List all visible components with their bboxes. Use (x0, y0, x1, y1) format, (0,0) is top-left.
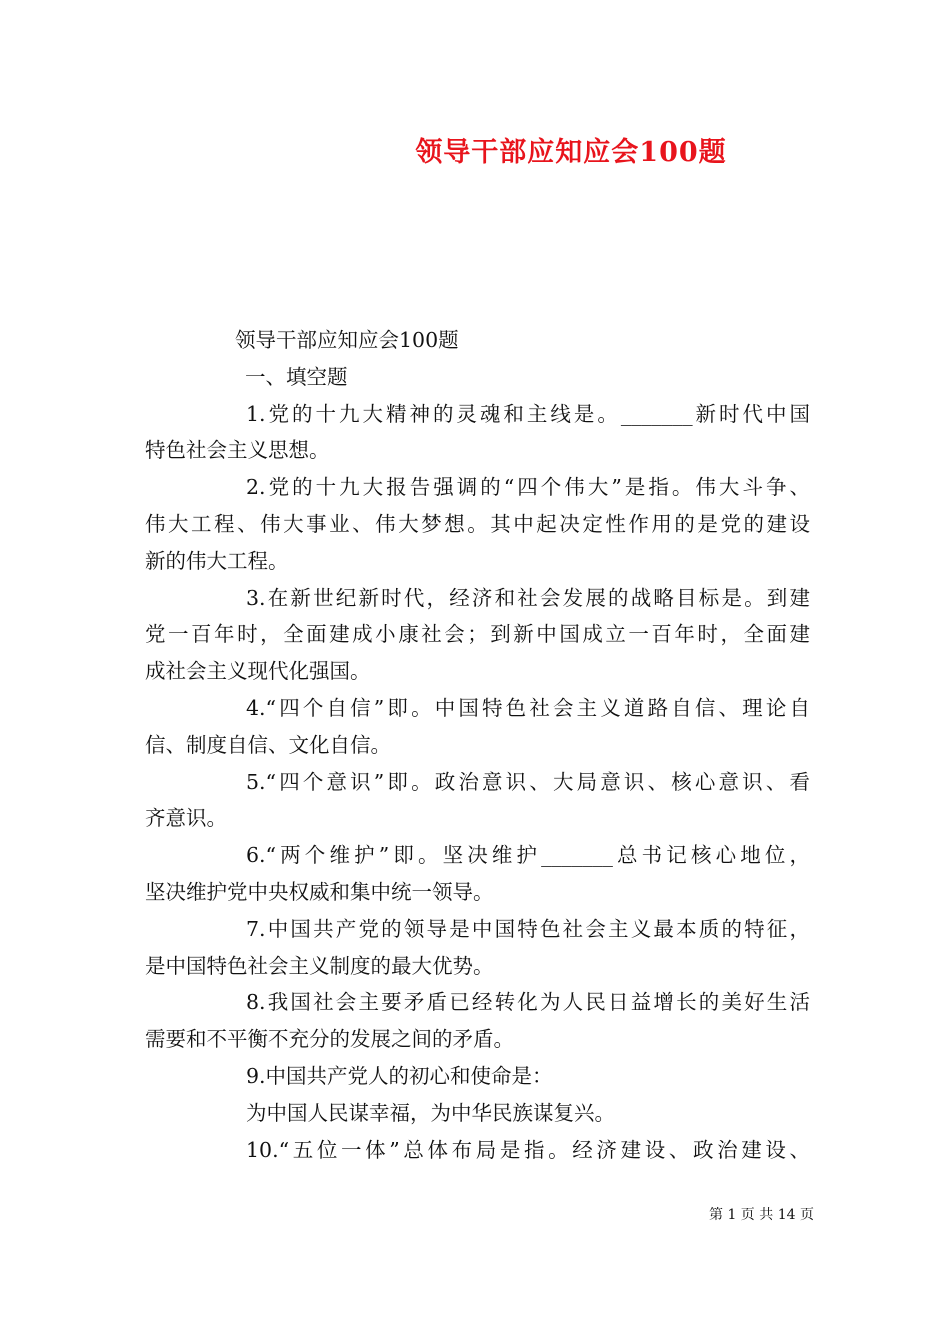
document-title: 领导干部应知应会100题 (415, 137, 727, 168)
paragraph-line: 3.在新世纪新时代，经济和社会发展的战略目标是。到建 (246, 585, 810, 610)
paragraph-line: 齐意识。 (145, 806, 227, 831)
paragraph-line: 党一百年时，全面建成小康社会；到新中国成立一百年时，全面建 (145, 622, 810, 647)
paragraph-line: 特色社会主义思想。 (145, 438, 330, 463)
paragraph-line: 坚决维护党中央权威和集中统一领导。 (145, 879, 494, 904)
paragraph-line: 4.“四个自信”即。中国特色社会主义道路自信、理论自 (246, 695, 810, 720)
page-footer: 第 1 页 共 14 页 (709, 1207, 814, 1223)
paragraph-line: 是中国特色社会主义制度的最大优势。 (145, 953, 494, 978)
paragraph-line: 2.党的十九大报告强调的“四个伟大”是指。伟大斗争、 (246, 475, 810, 500)
paragraph-line: 为中国人民谋幸福，为中华民族谋复兴。 (246, 1100, 615, 1125)
paragraph-line: 信、制度自信、文化自信。 (145, 732, 391, 757)
paragraph-line: 1.党的十九大精神的灵魂和主线是。_______新时代中国 (246, 401, 810, 426)
paragraph-line: 需要和不平衡不充分的发展之间的矛盾。 (145, 1027, 514, 1052)
paragraph-line: 5.“四个意识”即。政治意识、大局意识、核心意识、看 (246, 769, 810, 794)
paragraph-line: 伟大工程、伟大事业、伟大梦想。其中起决定性作用的是党的建设 (145, 511, 810, 536)
paragraph-line: 7.中国共产党的领导是中国特色社会主义最本质的特征， (246, 916, 810, 941)
subtitle: 领导干部应知应会100题 (235, 328, 459, 352)
paragraph-line: 8.我国社会主要矛盾已经转化为人民日益增长的美好生活 (246, 990, 810, 1015)
paragraph-line: 9.中国共产党人的初心和使命是： (246, 1063, 553, 1088)
section-heading: 一、填空题 (245, 364, 348, 389)
paragraph-line: 成社会主义现代化强国。 (145, 659, 371, 684)
paragraph-line: 10.“五位一体”总体布局是指。经济建设、政治建设、 (246, 1137, 810, 1162)
document-body (145, 322, 810, 1168)
paragraph-line: 新的伟大工程。 (145, 548, 289, 573)
paragraph-line: 6.“两个维护”即。坚决维护_______总书记核心地位， (246, 843, 810, 868)
